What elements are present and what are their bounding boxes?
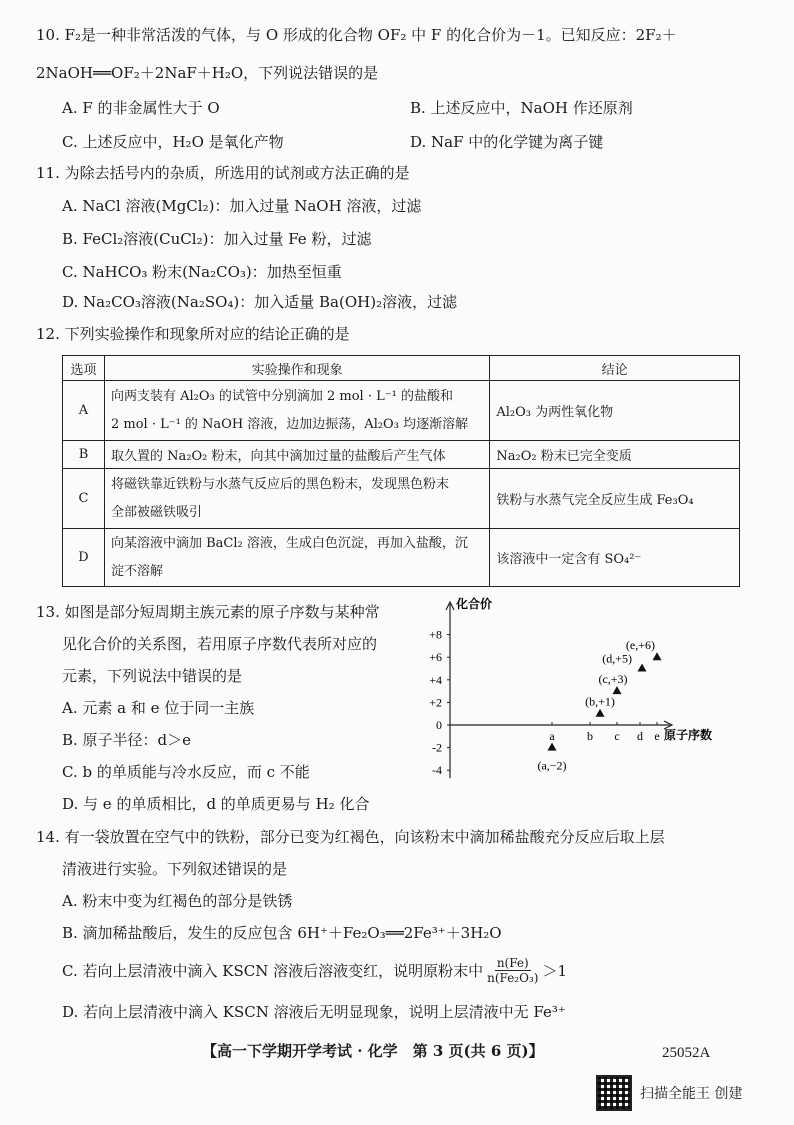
q14-stem-line1: 14. 有一袋放置在空气中的铁粉，部分已变为红褐色，向该粉末中滴加稀盐酸充分反应后取上层: [36, 828, 665, 846]
q10-stem-line2: 2NaOH══OF₂＋2NaF＋H₂O，下列说法错误的是: [36, 64, 379, 82]
q11-option-c: C. NaHCO₃ 粉末(Na₂CO₃)：加热至恒重: [62, 263, 342, 281]
row-conclusion: 该溶液中一定含有 SO₄²⁻: [490, 529, 740, 587]
q10-option-b: B. 上述反应中，NaOH 作还原剂: [410, 99, 633, 117]
table-header-row: [63, 356, 740, 381]
x-tick-label: d: [637, 729, 643, 743]
operation-line1: 向两支装有 Al₂O₃ 的试管中分别滴加 2 mol · L⁻¹ 的盐酸和: [110, 388, 453, 404]
exam-code: 25052A: [662, 1045, 711, 1061]
operation-line2: 2 mol · L⁻¹ 的 NaOH 溶液，边加边振荡，Al₂O₃ 均逐渐溶解: [110, 416, 469, 432]
q13-stem-line2: 见化合价的关系图，若用原子序数代表所对应的: [62, 635, 378, 653]
q13-option-b: B. 原子半径：d＞e: [62, 731, 192, 749]
y-tick-label: -4: [432, 763, 442, 778]
y-tick-label: +4: [429, 672, 442, 687]
row-option: C: [63, 469, 105, 529]
header-conclusion: 结论: [490, 356, 740, 381]
q12-experiment-table: [62, 355, 740, 587]
table-row: [63, 469, 740, 529]
q10-option-d: D. NaF 中的化学键为离子键: [410, 133, 604, 151]
row-operation: [104, 381, 489, 441]
data-point: [596, 709, 605, 717]
row-operation: [104, 529, 489, 587]
q11-option-a: A. NaCl 溶液(MgCl₂)：加入过量 NaOH 溶液，过滤: [62, 197, 422, 215]
q13-option-d: D. 与 e 的单质相比，d 的单质更易与 H₂ 化合: [62, 795, 370, 813]
row-conclusion: 铁粉与水蒸气完全反应生成 Fe₃O₄: [490, 469, 740, 529]
row-operation: 取久置的 Na₂O₂ 粉末，向其中滴加过量的盐酸后产生气体: [104, 441, 489, 469]
fraction-numerator: n(Fe): [496, 956, 529, 970]
table-row: [63, 529, 740, 587]
x-tick-label: c: [614, 729, 620, 743]
q14-stem-line2: 清液进行实验。下列叙述错误的是: [62, 860, 288, 878]
row-option: B: [63, 441, 105, 469]
qr-code-icon: [596, 1075, 632, 1111]
row-operation: [104, 469, 489, 529]
y-tick-label: +8: [429, 627, 442, 642]
x-tick-label: a: [549, 729, 555, 743]
q11-option-b: B. FeCl₂溶液(CuCl₂)：加入过量 Fe 粉，过滤: [62, 230, 372, 248]
q12-stem: 12. 下列实验操作和现象所对应的结论正确的是: [36, 325, 350, 343]
row-conclusion: Na₂O₂ 粉末已完全变质: [490, 441, 740, 469]
scanner-text: 扫描全能王 创建: [640, 1086, 743, 1102]
q10-stem-line1: 10. F₂是一种非常活泼的气体，与 O 形成的化合物 OF₂ 中 F 的化合价为－1。已知反应：2F₂＋: [36, 26, 677, 44]
x-axis-label: 原子序数: [664, 728, 713, 742]
q13-option-a: A. 元素 a 和 e 位于同一主族: [62, 699, 255, 717]
y-tick-label: 0: [436, 718, 442, 732]
q14-option-c: [62, 956, 567, 985]
y-tick-label: +2: [429, 695, 442, 710]
data-point: [653, 652, 662, 660]
operation-line1: 将磁铁靠近铁粉与水蒸气反应后的黑色粉末，发现黑色粉末: [110, 476, 449, 492]
q10-option-a: A. F 的非金属性大于 O: [62, 99, 220, 117]
scanner-watermark: [596, 1075, 742, 1111]
row-option: D: [63, 529, 105, 587]
q11-stem: 11. 为除去括号内的杂质，所选用的试剂或方法正确的是: [36, 164, 410, 182]
row-option: A: [63, 381, 105, 441]
row-conclusion: Al₂O₃ 为两性氧化物: [490, 381, 740, 441]
fraction: [485, 956, 540, 985]
q13-stem-line3: 元素，下列说法中错误的是: [62, 667, 243, 685]
point-label: (e,+6): [625, 638, 655, 653]
q14-option-c-text: C. 若向上层清液中滴入 KSCN 溶液后溶液变红，说明原粉末中: [62, 962, 484, 980]
header-operation: 实验操作和现象: [104, 356, 489, 381]
data-point: [638, 664, 647, 672]
y-axis-label: 化合价: [456, 597, 493, 611]
table-row: [63, 441, 740, 469]
fraction-denominator: n(Fe₂O₃): [487, 971, 539, 985]
point-label: (a,−2): [537, 758, 567, 773]
y-tick-label: -2: [432, 740, 442, 755]
data-point: [613, 686, 622, 694]
point-label: (d,+5): [602, 651, 632, 666]
q14-option-a: A. 粉末中变为红褐色的部分是铁锈: [62, 892, 293, 910]
q11-option-d: D. Na₂CO₃溶液(Na₂SO₄)：加入适量 Ba(OH)₂溶液，过滤: [62, 293, 458, 311]
q10-option-c: C. 上述反应中，H₂O 是氧化产物: [62, 133, 284, 151]
q14-option-c-tail: ＞1: [542, 962, 567, 980]
point-label: (c,+3): [598, 672, 628, 687]
header-option: 选项: [63, 356, 105, 381]
page-footer: 【高一下学期开学考试 · 化学 第 3 页(共 6 页)】: [202, 1042, 544, 1060]
y-tick-label: +6: [429, 650, 442, 665]
operation-line2: 全部被磁铁吸引: [110, 504, 202, 520]
q14-option-d: D. 若向上层清液中滴入 KSCN 溶液后无明显现象，说明上层清液中无 Fe³⁺: [62, 1003, 566, 1021]
point-label: (b,+1): [585, 694, 615, 709]
data-point: [548, 743, 557, 751]
operation-line2: 淀不溶解: [110, 563, 163, 579]
q13-option-c: C. b 的单质能与冷水反应，而 c 不能: [62, 763, 310, 781]
q13-stem-line1: 13. 如图是部分短周期主族元素的原子序数与某种常: [36, 603, 380, 621]
x-tick-label: e: [654, 729, 660, 743]
q14-option-b: B. 滴加稀盐酸后，发生的反应包含 6H⁺＋Fe₂O₃══2Fe³⁺＋3H₂O: [62, 924, 502, 942]
x-tick-label: b: [587, 729, 593, 743]
valence-chart: [412, 596, 742, 792]
operation-line1: 向某溶液中滴加 BaCl₂ 溶液，生成白色沉淀，再加入盐酸，沉: [110, 535, 468, 551]
table-row: [63, 381, 740, 441]
